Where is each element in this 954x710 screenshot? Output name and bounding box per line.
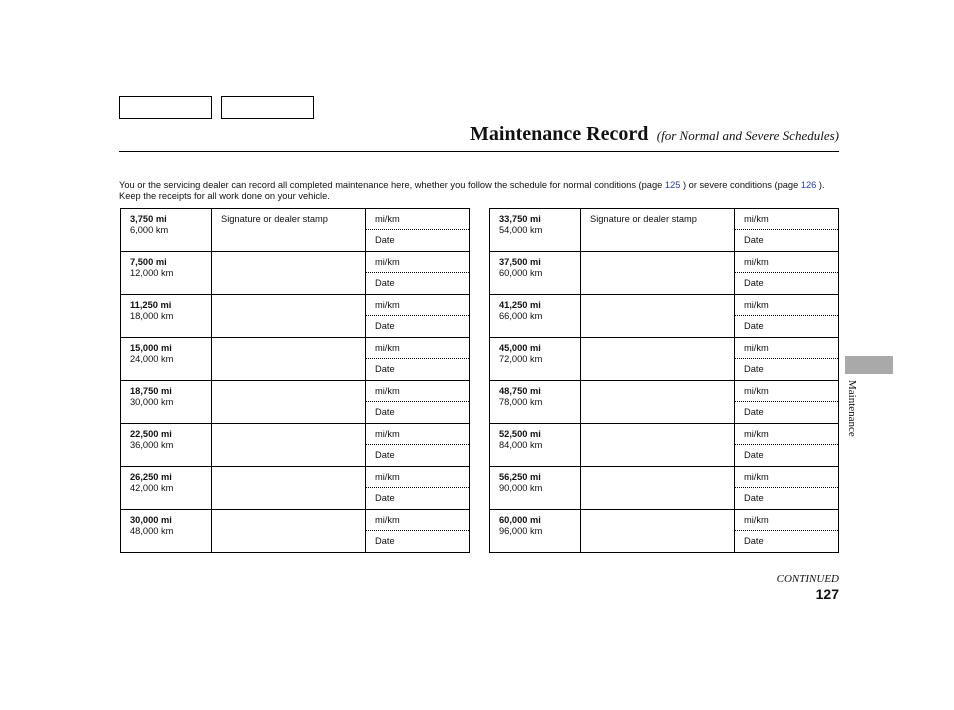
date-label: Date — [744, 493, 764, 503]
log-row — [490, 424, 839, 445]
mileage-km: 48,000 km — [130, 526, 174, 536]
mileage-entry-field[interactable] — [366, 209, 470, 230]
mikm-label: mi/km — [744, 300, 769, 310]
mileage-km: 6,000 km — [130, 225, 169, 235]
mikm-label: mi/km — [375, 257, 400, 267]
signature-cell[interactable] — [581, 295, 735, 338]
mileage-miles: 26,250 mi — [130, 472, 172, 482]
page-header — [470, 123, 839, 146]
mikm-label: mi/km — [744, 515, 769, 525]
signature-cell[interactable] — [212, 510, 366, 553]
mileage-km: 30,000 km — [130, 397, 174, 407]
signature-cell[interactable] — [581, 209, 735, 252]
page-link-126[interactable]: 126 — [800, 180, 817, 190]
mileage-entry-field[interactable] — [735, 467, 839, 488]
signature-cell[interactable] — [581, 252, 735, 295]
mileage-km: 18,000 km — [130, 311, 174, 321]
mikm-label: mi/km — [744, 472, 769, 482]
mileage-cell — [490, 209, 581, 252]
mileage-entry-field[interactable] — [735, 338, 839, 359]
date-label: Date — [744, 536, 764, 546]
mileage-km: 60,000 km — [499, 268, 543, 278]
mileage-cell — [121, 252, 212, 295]
mileage-cell — [121, 467, 212, 510]
intro-paragraph — [119, 180, 839, 202]
mikm-label: mi/km — [375, 515, 400, 525]
signature-cell[interactable] — [212, 295, 366, 338]
date-entry-field[interactable] — [366, 359, 470, 381]
date-entry-field[interactable] — [366, 488, 470, 510]
signature-cell[interactable] — [581, 510, 735, 553]
signature-cell[interactable] — [212, 424, 366, 467]
mileage-cell — [121, 338, 212, 381]
log-row — [490, 295, 839, 316]
mileage-km: 54,000 km — [499, 225, 543, 235]
mileage-miles: 45,000 mi — [499, 343, 541, 353]
page-link-125[interactable]: 125 — [664, 180, 681, 190]
mileage-entry-field[interactable] — [366, 381, 470, 402]
mileage-entry-field[interactable] — [366, 295, 470, 316]
date-label: Date — [375, 321, 395, 331]
signature-cell[interactable] — [581, 467, 735, 510]
mileage-cell — [490, 338, 581, 381]
mikm-label: mi/km — [375, 214, 400, 224]
signature-cell[interactable] — [212, 338, 366, 381]
mileage-cell — [121, 295, 212, 338]
mileage-miles: 18,750 mi — [130, 386, 172, 396]
signature-label: Signature or dealer stamp — [221, 214, 328, 224]
mileage-entry-field[interactable] — [366, 252, 470, 273]
mileage-miles: 11,250 mi — [130, 300, 172, 310]
mileage-km: 66,000 km — [499, 311, 543, 321]
mileage-km: 96,000 km — [499, 526, 543, 536]
mileage-km: 24,000 km — [130, 354, 174, 364]
mileage-cell — [121, 209, 212, 252]
mileage-cell — [490, 381, 581, 424]
date-label: Date — [375, 450, 395, 460]
log-row — [121, 510, 470, 531]
mikm-label: mi/km — [744, 343, 769, 353]
mileage-miles: 22,500 mi — [130, 429, 172, 439]
date-label: Date — [744, 364, 764, 374]
mileage-entry-field[interactable] — [735, 252, 839, 273]
mileage-miles: 7,500 mi — [130, 257, 167, 267]
date-label: Date — [744, 450, 764, 460]
mikm-label: mi/km — [375, 386, 400, 396]
mikm-label: mi/km — [375, 472, 400, 482]
mileage-miles: 15,000 mi — [130, 343, 172, 353]
mileage-km: 42,000 km — [130, 483, 174, 493]
mikm-label: mi/km — [375, 343, 400, 353]
page-title: Maintenance Record — [470, 123, 649, 145]
mileage-entry-field[interactable] — [366, 338, 470, 359]
signature-cell[interactable] — [581, 381, 735, 424]
date-label: Date — [744, 278, 764, 288]
signature-cell[interactable] — [581, 424, 735, 467]
nav-tab-next[interactable] — [221, 96, 314, 119]
intro-text: You or the servicing dealer can record all completed maintenance here, whether you follow the schedule for normal conditions (page — [119, 180, 665, 190]
date-entry-field[interactable] — [735, 316, 839, 338]
mileage-km: 90,000 km — [499, 483, 543, 493]
mileage-entry-field[interactable] — [366, 424, 470, 445]
log-row — [121, 338, 470, 359]
date-entry-field[interactable] — [366, 445, 470, 467]
date-entry-field[interactable] — [366, 531, 470, 553]
signature-cell[interactable] — [212, 252, 366, 295]
mikm-label: mi/km — [375, 300, 400, 310]
mileage-entry-field[interactable] — [735, 381, 839, 402]
date-label: Date — [744, 235, 764, 245]
date-label: Date — [375, 235, 395, 245]
mileage-miles: 56,250 mi — [499, 472, 541, 482]
mileage-entry-field[interactable] — [735, 510, 839, 531]
page-subtitle: (for Normal and Severe Schedules) — [656, 128, 839, 143]
date-label: Date — [375, 493, 395, 503]
mileage-entry-field[interactable] — [735, 209, 839, 230]
mikm-label: mi/km — [375, 429, 400, 439]
date-entry-field[interactable] — [735, 531, 839, 553]
mileage-cell — [121, 510, 212, 553]
log-row — [121, 295, 470, 316]
log-row — [490, 209, 839, 230]
mikm-label: mi/km — [744, 257, 769, 267]
mileage-entry-field[interactable] — [735, 424, 839, 445]
mileage-miles: 3,750 mi — [130, 214, 167, 224]
date-entry-field[interactable] — [735, 359, 839, 381]
maintenance-log-left — [120, 208, 470, 553]
date-entry-field[interactable] — [735, 273, 839, 295]
date-label: Date — [744, 321, 764, 331]
mileage-miles: 30,000 mi — [130, 515, 172, 525]
log-row — [490, 510, 839, 531]
mileage-miles: 33,750 mi — [499, 214, 541, 224]
mileage-entry-field[interactable] — [366, 510, 470, 531]
date-entry-field[interactable] — [735, 402, 839, 424]
title-divider — [119, 151, 839, 152]
signature-cell[interactable] — [212, 209, 366, 252]
mikm-label: mi/km — [744, 214, 769, 224]
mileage-miles: 60,000 mi — [499, 515, 541, 525]
log-row — [490, 381, 839, 402]
intro-text: ). Keep the receipts for all work done on your vehicle. — [119, 180, 825, 201]
log-row — [490, 252, 839, 273]
date-entry-field[interactable] — [366, 273, 470, 295]
mileage-cell — [490, 252, 581, 295]
date-label: Date — [375, 364, 395, 374]
log-row — [121, 381, 470, 402]
log-row — [121, 209, 470, 230]
section-label: Maintenance — [846, 380, 858, 437]
mileage-cell — [490, 510, 581, 553]
intro-text: ) or severe conditions (page — [680, 180, 801, 190]
mileage-entry-field[interactable] — [735, 295, 839, 316]
mileage-km: 12,000 km — [130, 268, 174, 278]
date-entry-field[interactable] — [366, 230, 470, 252]
mileage-cell — [121, 381, 212, 424]
maintenance-log-right — [489, 208, 839, 553]
mileage-entry-field[interactable] — [366, 467, 470, 488]
log-row — [121, 467, 470, 488]
continued-label: CONTINUED — [776, 573, 839, 585]
mileage-cell — [490, 467, 581, 510]
signature-label: Signature or dealer stamp — [590, 214, 697, 224]
log-row — [121, 252, 470, 273]
date-label: Date — [375, 536, 395, 546]
date-label: Date — [744, 407, 764, 417]
date-label: Date — [375, 278, 395, 288]
mileage-km: 36,000 km — [130, 440, 174, 450]
page-number: 127 — [815, 586, 839, 602]
mileage-miles: 48,750 mi — [499, 386, 541, 396]
date-entry-field[interactable] — [366, 402, 470, 424]
mileage-km: 72,000 km — [499, 354, 543, 364]
mileage-cell — [121, 424, 212, 467]
mileage-km: 84,000 km — [499, 440, 543, 450]
mileage-miles: 41,250 mi — [499, 300, 541, 310]
date-entry-field[interactable] — [366, 316, 470, 338]
mileage-cell — [490, 295, 581, 338]
mikm-label: mi/km — [744, 429, 769, 439]
mileage-km: 78,000 km — [499, 397, 543, 407]
signature-cell[interactable] — [581, 338, 735, 381]
mikm-label: mi/km — [744, 386, 769, 396]
log-row — [121, 424, 470, 445]
mileage-cell — [490, 424, 581, 467]
mileage-miles: 37,500 mi — [499, 257, 541, 267]
section-tab[interactable] — [845, 356, 893, 374]
nav-tab-previous[interactable] — [119, 96, 212, 119]
mileage-miles: 52,500 mi — [499, 429, 541, 439]
signature-cell[interactable] — [212, 467, 366, 510]
date-entry-field[interactable] — [735, 230, 839, 252]
date-entry-field[interactable] — [735, 445, 839, 467]
signature-cell[interactable] — [212, 381, 366, 424]
date-entry-field[interactable] — [735, 488, 839, 510]
log-row — [490, 338, 839, 359]
log-row — [490, 467, 839, 488]
date-label: Date — [375, 407, 395, 417]
